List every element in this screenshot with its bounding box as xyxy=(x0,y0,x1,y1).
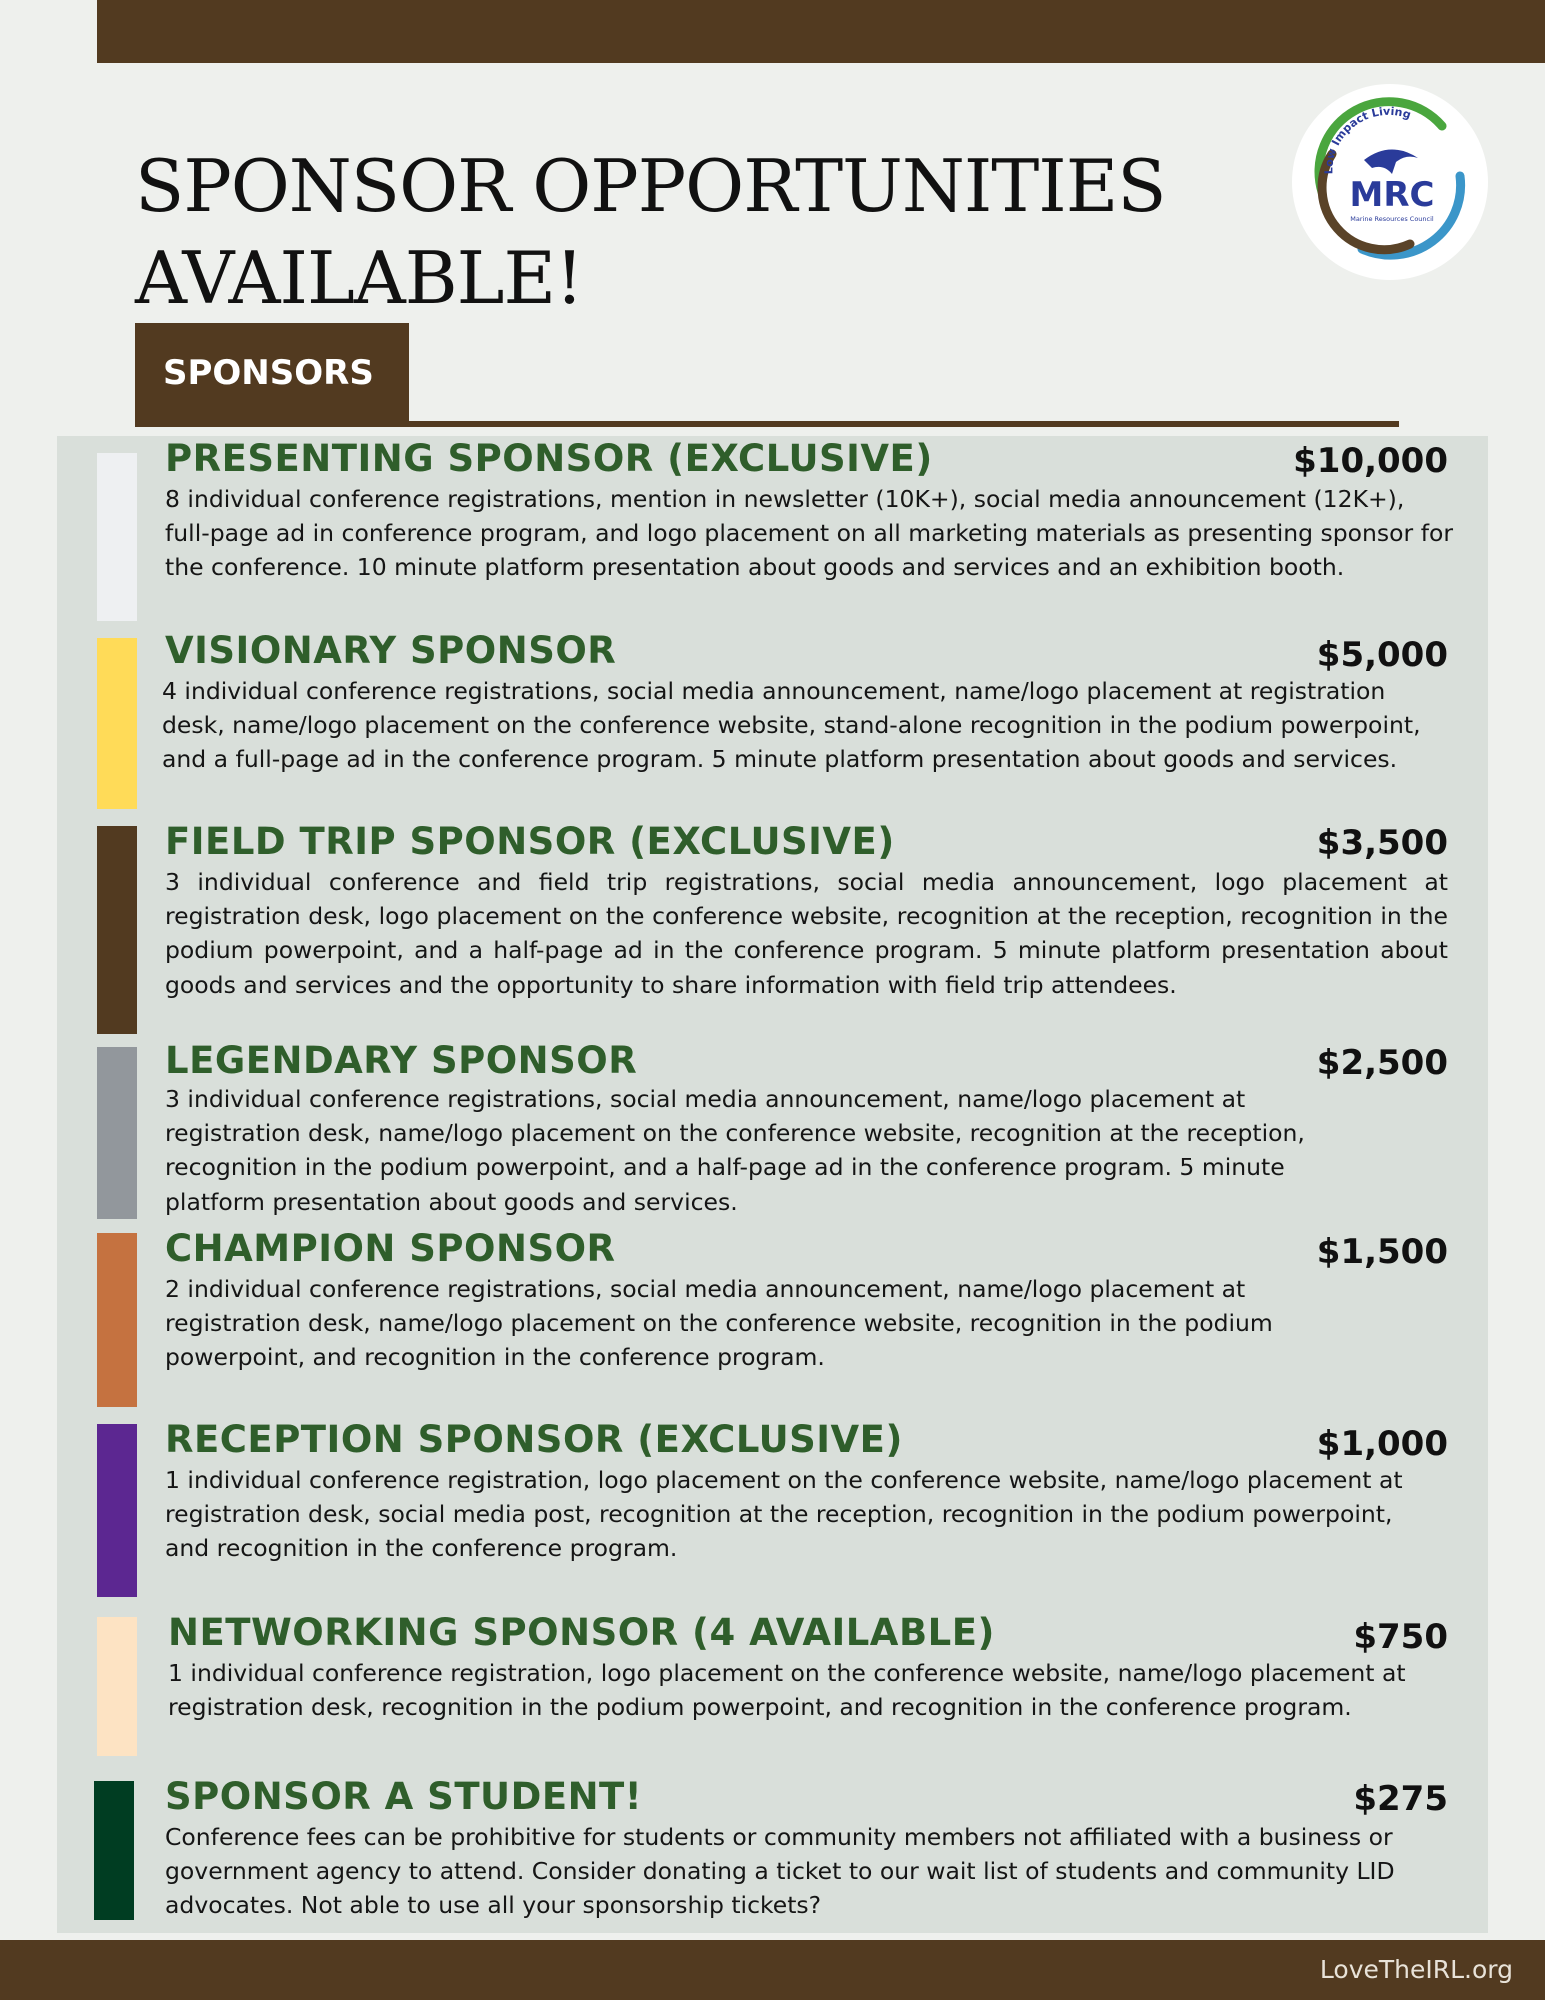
sponsors-section-label: SPONSORS xyxy=(163,353,374,393)
tier-color-bar xyxy=(97,1617,137,1756)
footer-bar xyxy=(0,1940,1545,2000)
tier-price: $275 xyxy=(1353,1779,1448,1819)
tier-color-bar xyxy=(97,826,137,1034)
page-title xyxy=(135,140,1166,324)
tier-price: $1,000 xyxy=(1316,1424,1448,1464)
top-banner-bar xyxy=(97,0,1545,63)
tier-price: $750 xyxy=(1353,1617,1448,1657)
tier-description: 3 individual conference registrations, social media announcement, name/logo placement at registration desk, name/logo placement on the conference website, recognition at the reception, recognition in the podium powerpoint, and a half-page ad in the conference program. 5 minute platform presentation about goods and services. xyxy=(165,1085,1305,1216)
svg-text:Low Impact Living xyxy=(1322,105,1412,174)
tier-price: $1,500 xyxy=(1316,1232,1448,1272)
logo-org-name: Marine Resources Council xyxy=(1350,215,1434,223)
tier-name: NETWORKING SPONSOR (4 AVAILABLE) xyxy=(168,1611,995,1654)
tier-description: Conference fees can be prohibitive for students or community members not affiliated with a business or government agency to attend. Consider donating a ticket to our wait list of students and community LID advocates. Not able to use all your sponsorship tickets? xyxy=(165,1823,1395,1920)
tier-color-bar xyxy=(94,1781,134,1920)
tier-color-bar xyxy=(97,1047,137,1219)
tier-name: RECEPTION SPONSOR (EXCLUSIVE) xyxy=(165,1418,903,1461)
tier-description: 1 individual conference registration, logo placement on the conference website, name/logo placement at registration desk, recognition in the podium powerpoint, and recognition in the conference program. xyxy=(168,1659,1406,1722)
sponsors-section-tab xyxy=(135,323,409,425)
tier-name: CHAMPION SPONSOR xyxy=(165,1227,616,1270)
logo-arc-text: Low Impact Living xyxy=(1322,104,1413,175)
page-title-line-1: SPONSOR OPPORTUNITIES xyxy=(135,144,1166,228)
tier-name: PRESENTING SPONSOR (EXCLUSIVE) xyxy=(165,437,933,480)
tier-color-bar xyxy=(97,1233,137,1407)
tier-description: 1 individual conference registration, logo placement on the conference website, name/logo placement at registration desk, social media post, recognition at the reception, recognition in the podium powerpoint, and recognition in the conference program. xyxy=(165,1466,1403,1563)
mrc-logo xyxy=(1292,84,1488,280)
tier-price: $2,500 xyxy=(1316,1043,1448,1083)
tier-description: 8 individual conference registrations, mention in newsletter (10K+), social media announcement (12K+), full-page ad in conference program, and logo placement on all marketing materials as presenting sponsor for the conference. 10 minute platform presentation about goods and services and an exhibition booth. xyxy=(165,485,1454,582)
page-title-line-2: AVAILABLE! xyxy=(135,236,583,320)
tier-description: 4 individual conference registrations, social media announcement, name/logo placement at registration desk, name/logo placement on the conference website, stand-alone recognition in the podium powerpoint, and a full-page ad in the conference program. 5 minute platform presentation about goods and services. xyxy=(162,677,1421,774)
tier-color-bar xyxy=(97,638,137,809)
tier-price: $10,000 xyxy=(1293,441,1448,481)
tier-name: LEGENDARY SPONSOR xyxy=(165,1039,638,1082)
tier-name: SPONSOR A STUDENT! xyxy=(165,1775,643,1818)
tier-name: FIELD TRIP SPONSOR (EXCLUSIVE) xyxy=(165,820,895,863)
tier-name: VISIONARY SPONSOR xyxy=(165,629,617,672)
section-divider xyxy=(135,421,1399,427)
tier-description: 2 individual conference registrations, social media announcement, name/logo placement at registration desk, name/logo placement on the conference website, recognition in the podium powerpoint, and recognition in the conference program. xyxy=(165,1275,1273,1372)
tier-color-bar xyxy=(97,1424,137,1597)
tier-price: $3,500 xyxy=(1316,823,1448,863)
tier-price: $5,000 xyxy=(1316,635,1448,675)
tier-color-bar xyxy=(97,453,137,621)
website-link[interactable]: LoveTheIRL.org xyxy=(1319,1955,1513,1984)
dolphin-icon xyxy=(1364,149,1418,174)
logo-acronym: MRC xyxy=(1349,175,1435,215)
tier-description: 3 individual conference and field trip registrations, social media announcement, logo placement at registration desk, logo placement on the conference website, recognition at the reception, recognition in the podium powerpoint, and a half-page ad in the conference program. 5 minute platform presentation about goods and services and the opportunity to share information with field trip attendees. xyxy=(165,868,1448,999)
